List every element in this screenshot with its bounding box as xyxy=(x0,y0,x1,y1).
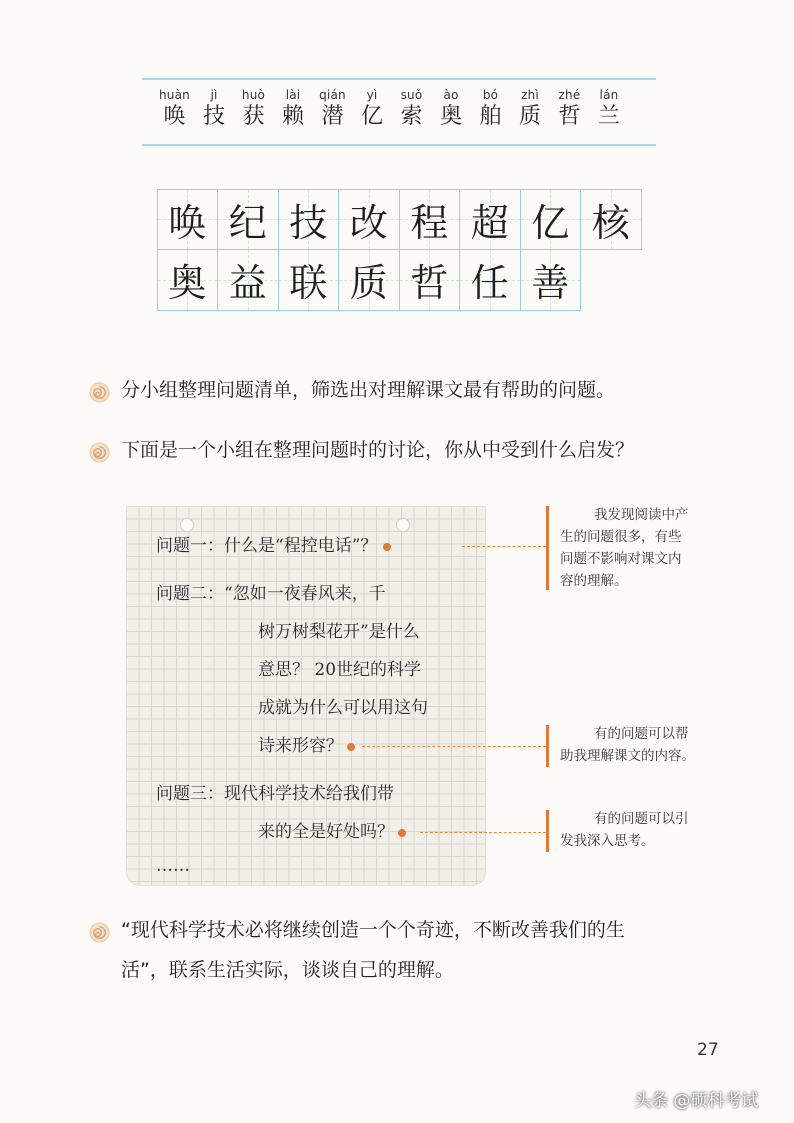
grid-character: 善 xyxy=(531,261,570,306)
grid-row-2 xyxy=(157,250,641,311)
grid-cell xyxy=(217,189,279,251)
vocab-character: 兰 xyxy=(597,104,620,129)
question-label: 问题一： xyxy=(156,536,224,556)
side-note-2 xyxy=(546,723,740,767)
question-3-last-line xyxy=(258,814,406,851)
grid-cell xyxy=(459,189,521,251)
task-item-3 xyxy=(89,918,625,990)
question-text: 来的全是好处吗？ xyxy=(258,822,394,842)
task-item-1 xyxy=(89,378,615,410)
grid-character: 改 xyxy=(349,200,388,245)
grid-character: 哲 xyxy=(410,261,449,306)
vocab-item xyxy=(356,88,389,131)
vocab-item xyxy=(158,88,191,131)
grid-cell xyxy=(399,189,461,251)
vocab-list xyxy=(158,88,626,131)
vocab-item xyxy=(395,88,428,131)
vocab-pinyin: bó xyxy=(482,88,499,102)
grid-row-1 xyxy=(157,189,641,250)
side-note-line: 生的问题很多，有些 xyxy=(560,529,682,545)
vocab-pinyin: suǒ xyxy=(400,88,423,102)
vocab-pinyin: huàn xyxy=(159,88,190,102)
vocab-character: 哲 xyxy=(558,104,581,129)
grid-cell xyxy=(278,249,340,311)
grid-cell xyxy=(278,189,340,251)
vocab-item xyxy=(316,88,349,131)
vocab-character: 赖 xyxy=(281,104,304,129)
vocab-top-rule xyxy=(142,78,656,80)
grid-character: 核 xyxy=(591,200,630,245)
grid-cell xyxy=(520,249,582,311)
source-watermark: 头条 @硕科考试 xyxy=(634,1091,759,1111)
grid-character: 益 xyxy=(228,261,267,306)
grid-cell xyxy=(217,249,279,311)
connector-line-1 xyxy=(462,546,546,547)
grid-character: 联 xyxy=(289,261,328,306)
vocab-item xyxy=(237,88,270,131)
grid-cell xyxy=(338,249,400,311)
vocab-pinyin: yì xyxy=(366,88,378,102)
grid-character: 唤 xyxy=(168,200,207,245)
vocab-character: 技 xyxy=(202,104,225,129)
vocab-pinyin: jì xyxy=(210,88,218,102)
question-notebook xyxy=(126,506,486,886)
side-note-bar xyxy=(546,810,549,852)
vocab-character: 唤 xyxy=(163,104,186,129)
grid-character: 质 xyxy=(349,261,388,306)
side-note-1 xyxy=(546,504,740,592)
question-text: 诗来形容？ xyxy=(258,736,343,756)
vocab-pinyin: zhì xyxy=(521,88,539,102)
side-note-line: 问题不影响对课文内 xyxy=(560,551,682,567)
vocab-item xyxy=(553,88,586,131)
task-text: 分小组整理问题清单，筛选出对理解课文最有帮助的问题。 xyxy=(121,379,616,401)
question-2-last-line xyxy=(258,728,355,765)
question-3-label: 问题三： xyxy=(156,784,224,804)
grid-character: 超 xyxy=(470,200,509,245)
task-text-line: 活”，联系生活实际，谈谈自己的理解。 xyxy=(121,959,454,981)
question-2-line: 树万树梨花开”是什么 xyxy=(258,622,420,642)
side-note-line: 容的理解。 xyxy=(560,573,628,589)
connector-dot xyxy=(383,543,391,551)
side-note-bar xyxy=(546,506,549,590)
vocab-pinyin: zhé xyxy=(558,88,581,102)
grid-character: 纪 xyxy=(228,200,267,245)
question-text: 什么是“程控电话”？ xyxy=(224,536,378,556)
vocab-pinyin: ào xyxy=(443,88,459,102)
side-note-line: 我发现阅读中产 xyxy=(594,507,689,523)
vocab-item xyxy=(593,88,626,131)
binder-hole xyxy=(396,518,410,532)
vocab-item xyxy=(198,88,231,131)
writing-grid xyxy=(157,189,641,310)
vocab-item xyxy=(514,88,547,131)
connector-line-3 xyxy=(420,832,546,833)
vocab-pinyin: lài xyxy=(285,88,301,102)
swirl-badge-icon xyxy=(89,442,110,463)
question-2-line: 成就为什么可以用这句 xyxy=(258,698,428,718)
vocab-bottom-rule xyxy=(142,144,656,146)
connector-dot xyxy=(398,829,406,837)
grid-cell xyxy=(157,189,219,251)
vocab-item xyxy=(474,88,507,131)
vocab-pinyin: qián xyxy=(319,88,346,102)
grid-cell xyxy=(338,189,400,251)
page-number: 27 xyxy=(697,1040,719,1060)
task-text-block xyxy=(121,910,625,990)
question-2-label: 问题二： xyxy=(156,584,224,604)
side-note-line: 有的问题可以帮 xyxy=(594,726,689,742)
swirl-badge-icon xyxy=(89,922,110,943)
side-note-line: 有的问题可以引 xyxy=(594,811,689,827)
side-note-3 xyxy=(546,808,740,852)
question-2-line: “忽如一夜春风来，千 xyxy=(224,584,386,604)
swirl-badge-icon xyxy=(89,382,110,403)
vocab-character: 索 xyxy=(400,104,423,129)
question-1 xyxy=(156,528,391,565)
task-item-2 xyxy=(89,438,634,470)
side-note-line: 发我深入思考。 xyxy=(560,833,655,849)
question-2-line: 意思？ 20世纪的科学 xyxy=(258,660,422,680)
vocab-character: 潜 xyxy=(321,104,344,129)
grid-character: 任 xyxy=(470,261,509,306)
question-3-line: 现代科学技术给我们带 xyxy=(224,784,394,804)
grid-cell xyxy=(399,249,461,311)
vocab-band xyxy=(142,78,656,148)
vocab-character: 奥 xyxy=(439,104,462,129)
vocab-item xyxy=(435,88,468,131)
grid-cell xyxy=(157,249,219,311)
vocab-item xyxy=(277,88,310,131)
task-text: 下面是一个小组在整理问题时的讨论，你从中受到什么启发？ xyxy=(121,439,635,461)
grid-character: 奥 xyxy=(168,261,207,306)
grid-cell xyxy=(580,189,642,251)
vocab-pinyin: lán xyxy=(599,88,619,102)
grid-character: 程 xyxy=(410,200,449,245)
grid-character: 技 xyxy=(289,200,328,245)
vocab-character: 质 xyxy=(518,104,541,129)
grid-character: 亿 xyxy=(531,200,570,245)
side-note-line: 助我理解课文的内容。 xyxy=(560,748,695,764)
vocab-character: 亿 xyxy=(360,104,383,129)
task-text-line: “现代科学技术必将继续创造一个个奇迹，不断改善我们的生 xyxy=(121,919,625,941)
connector-line-2 xyxy=(362,746,546,747)
vocab-character: 获 xyxy=(242,104,265,129)
vocab-character: 舶 xyxy=(479,104,502,129)
notebook-ellipsis: …… xyxy=(156,856,190,876)
grid-cell xyxy=(459,249,521,311)
vocab-pinyin: huò xyxy=(241,88,266,102)
connector-dot xyxy=(347,743,355,751)
grid-cell xyxy=(520,189,582,251)
side-note-bar xyxy=(546,725,549,767)
